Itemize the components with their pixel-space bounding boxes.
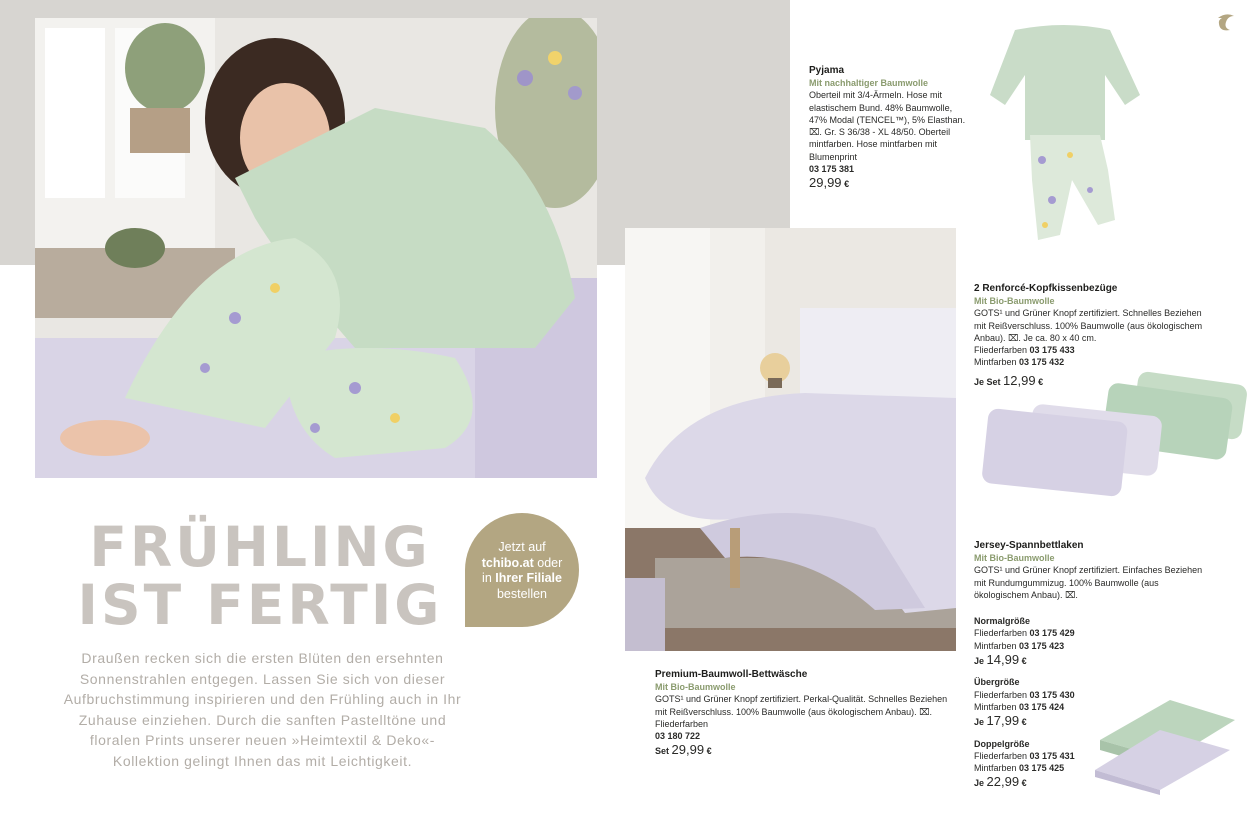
- product-sku: 03 175 381: [809, 164, 855, 175]
- product-price: [655, 744, 955, 757]
- product-bedding: [655, 668, 955, 758]
- tchibo-logo-icon: [1214, 10, 1238, 34]
- product-description: GOTS¹ und Grüner Knopf zertifiziert. Schnelles Beziehen mit Reißverschluss. 100% Baumwolle (aus ökologischem Anbau). ⌧. Je ca. 80 x 40 cm.: [974, 308, 1203, 343]
- variant-label: Mintfarben: [974, 701, 1017, 712]
- price-currency: €: [1038, 376, 1044, 387]
- image-pyjama: [980, 20, 1150, 250]
- headline-line-2: IST FERTIG: [77, 573, 443, 637]
- product-name: Premium-Baumwoll-Bettwäsche: [655, 669, 808, 680]
- photo-bedroom-bedding: [625, 228, 956, 651]
- photo-woman-in-pyjama: [35, 18, 597, 478]
- product-sku: 03 180 722: [655, 731, 701, 742]
- product-tag: Mit Bio-Baumwolle: [974, 296, 1055, 306]
- variant-label: Fliederfarben: [655, 718, 709, 729]
- price-currency: €: [1021, 778, 1027, 789]
- product-price: [809, 177, 969, 190]
- variant-sku: 03 175 432: [1019, 357, 1065, 368]
- badge-line-4: bestellen: [496, 586, 548, 601]
- product-name: Jersey-Spannbettlaken: [974, 540, 1084, 551]
- badge-line-2: oder: [533, 555, 563, 570]
- price-prefix: Je Set: [974, 376, 1001, 387]
- background-panel-right: [625, 0, 790, 228]
- variant-sku: 03 175 423: [1019, 640, 1065, 651]
- product-price: [974, 372, 1204, 388]
- product-name: 2 Renforcé-Kopfkissenbezüge: [974, 283, 1118, 294]
- order-badge[interactable]: [465, 513, 579, 627]
- price-prefix: Je: [974, 778, 985, 789]
- size-label: Übergröße: [974, 677, 1020, 688]
- variant-label: Fliederfarben: [974, 689, 1028, 700]
- price-prefix: Je: [974, 717, 985, 728]
- price-currency: €: [1021, 656, 1027, 667]
- variant-sku: 03 175 430: [1029, 689, 1075, 700]
- variant-sku: 03 175 433: [1029, 345, 1075, 356]
- image-pillowcases: [975, 370, 1250, 505]
- size-price: [974, 654, 1209, 667]
- price-currency: €: [706, 746, 712, 757]
- price-value: 29,99: [809, 175, 842, 191]
- variant-row: [974, 356, 1204, 368]
- price-value: 12,99: [1003, 372, 1036, 388]
- variant-sku: 03 175 429: [1029, 628, 1075, 639]
- badge-line-3: in: [482, 571, 496, 585]
- price-value: 22,99: [986, 774, 1020, 790]
- headline-line-1: FRÜHLING: [89, 515, 431, 579]
- product-fitted-sheets: [974, 539, 1209, 790]
- product-tag: Mit Bio-Baumwolle: [655, 682, 736, 692]
- product-description: GOTS¹ und Grüner Knopf zertifiziert. Perkal-Qualität. Schnelles Beziehen mit Reißverschluss. 100% Baumwolle (aus ökologischem Anbau). ⌧.: [655, 694, 948, 717]
- variant-label: Fliederfarben: [974, 345, 1028, 356]
- variant-row: [974, 627, 1209, 639]
- size-label: Doppelgröße: [974, 738, 1030, 749]
- product-description: Oberteil mit 3/4-Ärmeln. Hose mit elastischem Bund. 48% Baumwolle, 47% Modal (TENCEL™), 5% Elasthan. ⌧. Gr. S 36/38 - XL 48/50. Oberteil mintfarben. Hose mintfarben mit Blumenprint: [809, 90, 966, 162]
- variant-sku: 03 175 431: [1029, 750, 1075, 761]
- variant-row: [974, 640, 1209, 652]
- product-pillowcases: [974, 282, 1204, 388]
- badge-store: Ihrer Filiale: [495, 571, 562, 585]
- price-prefix: Set: [655, 746, 670, 757]
- price-currency: €: [844, 179, 850, 190]
- badge-line-1: Jetzt auf: [498, 540, 546, 554]
- variant-label: Fliederfarben: [974, 750, 1028, 761]
- variant-label: Mintfarben: [974, 763, 1017, 774]
- size-price: [974, 715, 1209, 728]
- variant-label: Mintfarben: [974, 357, 1017, 368]
- product-description: GOTS¹ und Grüner Knopf zertifiziert. Einfaches Beziehen mit Rundumgummizug. 100% Baumwolle (aus ökologischem Anbau). ⌧.: [974, 565, 1203, 600]
- product-pyjama: [809, 64, 969, 191]
- price-currency: €: [1021, 717, 1027, 728]
- price-value: 29,99: [671, 742, 705, 758]
- size-label: Normalgröße: [974, 616, 1031, 627]
- badge-link-tchibo[interactable]: tchibo.at: [481, 555, 534, 570]
- variant-row: [974, 689, 1209, 701]
- variant-sku: 03 175 425: [1019, 763, 1065, 774]
- variant-label: Fliederfarben: [974, 628, 1028, 639]
- price-value: 17,99: [986, 713, 1020, 729]
- variant-row: [974, 750, 1209, 762]
- price-prefix: Je: [974, 656, 985, 667]
- size-price: [974, 776, 1209, 789]
- variant-row: [974, 344, 1204, 356]
- intro-text: Draußen recken sich die ersten Blüten den ersehnten Sonnenstrahlen entgegen. Lassen Sie sich von dieser Aufbruchstimmung inspirieren und den Frühling auch in Ihr Zuhause einziehen. Durch die sanften Pastelltöne und floralen Prints unserer neuen »Heimtextil & Deko«-Kollektion gelingt Ihnen das mit Leichtigkeit.: [63, 650, 462, 769]
- variant-row: [974, 701, 1209, 713]
- product-name: Pyjama: [809, 65, 845, 76]
- product-tag: Mit nachhaltiger Baumwolle: [809, 78, 929, 88]
- variant-sku: 03 175 424: [1019, 701, 1065, 712]
- variant-row: [974, 762, 1209, 774]
- price-value: 14,99: [986, 652, 1020, 668]
- variant-label: Mintfarben: [974, 640, 1017, 651]
- page-headline: [60, 515, 460, 637]
- product-tag: Mit Bio-Baumwolle: [974, 553, 1055, 563]
